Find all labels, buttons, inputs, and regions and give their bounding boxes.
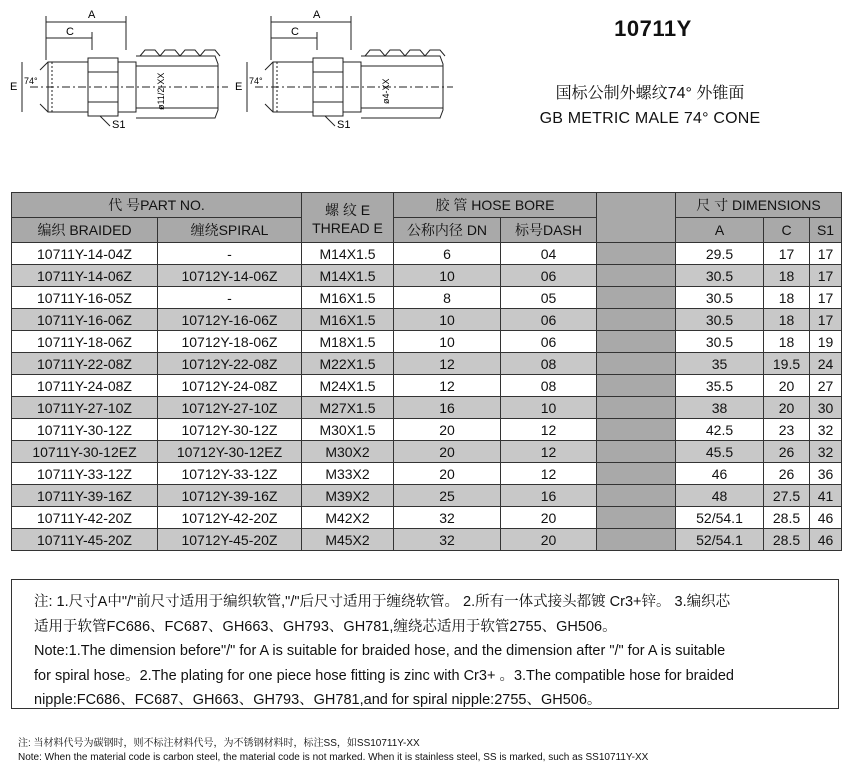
cell-a: 46: [676, 463, 764, 485]
cell-thread: M16X1.5: [302, 309, 394, 331]
cell-braided: 10711Y-42-20Z: [12, 507, 158, 529]
cell-dash: 04: [501, 243, 597, 265]
table-body: [12, 243, 842, 551]
cell-s1: 30: [810, 397, 842, 419]
cell-dash: 06: [501, 309, 597, 331]
cell-dn: 12: [394, 353, 501, 375]
drawing-label-a: A: [313, 9, 321, 21]
cell-braided: 10711Y-30-12EZ: [12, 441, 158, 463]
cell-dn: 10: [394, 309, 501, 331]
cell-s1: 32: [810, 441, 842, 463]
fitting-drawing-right: [225, 0, 460, 135]
drawing-label-c: C: [66, 26, 74, 38]
cell-c: 17: [764, 243, 810, 265]
cell-a: 35.5: [676, 375, 764, 397]
row-spacer: [597, 375, 676, 397]
cell-a: 48: [676, 485, 764, 507]
row-spacer: [597, 243, 676, 265]
cell-braided: 10711Y-18-06Z: [12, 331, 158, 353]
cell-thread: M27X1.5: [302, 397, 394, 419]
header-dn: 公称内径 DN: [394, 218, 501, 243]
row-spacer: [597, 529, 676, 551]
subtitle-chinese: 国标公制外螺纹74° 外锥面: [555, 85, 745, 102]
cell-thread: M24X1.5: [302, 375, 394, 397]
row-spacer: [597, 419, 676, 441]
cell-a: 52/54.1: [676, 507, 764, 529]
cell-dn: 8: [394, 287, 501, 309]
cell-spiral: -: [158, 243, 302, 265]
cell-dn: 20: [394, 441, 501, 463]
cell-c: 28.5: [764, 507, 810, 529]
cell-dash: 12: [501, 419, 597, 441]
header-thread: [302, 193, 394, 243]
table-row: [12, 485, 842, 507]
header-dash: 标号DASH: [501, 218, 597, 243]
cell-dn: 20: [394, 419, 501, 441]
cell-thread: M14X1.5: [302, 243, 394, 265]
cell-braided: 10711Y-30-12Z: [12, 419, 158, 441]
note-line: nipple:FC686、FC687、GH663、GH793、GH781,and for spiral nipple:2755、GH506。: [34, 692, 602, 708]
note-line: for spiral hose。2.The plating for one piece hose fitting is zinc with Cr3+ 。3.The compatible hose for braided: [34, 667, 734, 684]
header-hose-bore: 胶 管 HOSE BORE: [394, 193, 597, 218]
fitting-drawing-left: [0, 0, 235, 135]
table-row: [12, 529, 842, 551]
cell-s1: 32: [810, 419, 842, 441]
cell-s1: 17: [810, 265, 842, 287]
header-part-no: 代 号PART NO.: [12, 193, 302, 218]
cell-s1: 27: [810, 375, 842, 397]
cell-c: 18: [764, 331, 810, 353]
header-dimensions: 尺 寸 DIMENSIONS: [676, 193, 842, 218]
cell-thread: M14X1.5: [302, 265, 394, 287]
row-spacer: [597, 507, 676, 529]
cell-c: 19.5: [764, 353, 810, 375]
cell-dash: 12: [501, 441, 597, 463]
cell-a: 38: [676, 397, 764, 419]
cell-thread: M18X1.5: [302, 331, 394, 353]
cell-spiral: 10712Y-16-06Z: [158, 309, 302, 331]
cell-a: 30.5: [676, 265, 764, 287]
cell-dash: 08: [501, 375, 597, 397]
row-spacer: [597, 353, 676, 375]
row-spacer: [597, 463, 676, 485]
row-spacer: [597, 287, 676, 309]
spec-table: [11, 192, 842, 551]
table-row: [12, 441, 842, 463]
cell-dash: 20: [501, 529, 597, 551]
header-thread-cn: 螺 纹 E: [324, 201, 371, 218]
cell-c: 27.5: [764, 485, 810, 507]
table-row: [12, 265, 842, 287]
cell-braided: 10711Y-27-10Z: [12, 397, 158, 419]
cell-s1: 17: [810, 309, 842, 331]
table-row: [12, 353, 842, 375]
header-dim-s1: S1: [810, 218, 842, 243]
cell-dn: 20: [394, 463, 501, 485]
cell-thread: M16X1.5: [302, 287, 394, 309]
cell-braided: 10711Y-14-04Z: [12, 243, 158, 265]
cell-spiral: 10712Y-45-20Z: [158, 529, 302, 551]
table-row: [12, 331, 842, 353]
cell-s1: 46: [810, 507, 842, 529]
row-spacer: [597, 441, 676, 463]
cell-spiral: 10712Y-42-20Z: [158, 507, 302, 529]
cell-dn: 32: [394, 529, 501, 551]
table-row: [12, 507, 842, 529]
cell-dn: 10: [394, 331, 501, 353]
cell-c: 20: [764, 375, 810, 397]
cell-s1: 19: [810, 331, 842, 353]
table-row: [12, 309, 842, 331]
cell-dn: 12: [394, 375, 501, 397]
cell-braided: 10711Y-24-08Z: [12, 375, 158, 397]
cell-dash: 10: [501, 397, 597, 419]
header-braided: 编织 BRAIDED: [12, 218, 158, 243]
drawing-label-angle: 74°: [24, 76, 38, 86]
cell-thread: M30X1.5: [302, 419, 394, 441]
note-line: 注: 1.尺寸A中"/"前尺寸适用于编织软管,"/"后尺寸适用于缠绕软管。 2.所有一体式接头都镀 Cr3+锌。 3.编织芯: [34, 594, 731, 610]
cell-dash: 12: [501, 463, 597, 485]
cell-s1: 46: [810, 529, 842, 551]
cell-c: 20: [764, 397, 810, 419]
cell-spiral: 10712Y-22-08Z: [158, 353, 302, 375]
cell-dash: 06: [501, 331, 597, 353]
row-spacer: [597, 265, 676, 287]
cell-dash: 08: [501, 353, 597, 375]
cell-spiral: 10712Y-33-12Z: [158, 463, 302, 485]
cell-braided: 10711Y-33-12Z: [12, 463, 158, 485]
cell-spiral: 10712Y-14-06Z: [158, 265, 302, 287]
cell-dn: 25: [394, 485, 501, 507]
row-spacer: [597, 397, 676, 419]
subtitle-english: GB METRIC MALE 74° CONE: [539, 110, 761, 127]
cell-s1: 17: [810, 243, 842, 265]
cell-c: 28.5: [764, 529, 810, 551]
cell-thread: M45X2: [302, 529, 394, 551]
drawing-label-a: A: [88, 9, 96, 21]
cell-s1: 41: [810, 485, 842, 507]
table-row: [12, 375, 842, 397]
cell-a: 42.5: [676, 419, 764, 441]
cell-dn: 6: [394, 243, 501, 265]
cell-a: 30.5: [676, 331, 764, 353]
cell-c: 26: [764, 441, 810, 463]
cell-braided: 10711Y-16-06Z: [12, 309, 158, 331]
header-spacer: [597, 193, 676, 243]
cell-c: 18: [764, 265, 810, 287]
notes-box: [11, 579, 839, 709]
cell-thread: M22X1.5: [302, 353, 394, 375]
cell-thread: M42X2: [302, 507, 394, 529]
drawing-label-c: C: [291, 26, 299, 38]
drawing-label-s1: S1: [337, 119, 351, 131]
drawing-label-e: E: [10, 81, 18, 93]
cell-s1: 17: [810, 287, 842, 309]
cell-braided: 10711Y-45-20Z: [12, 529, 158, 551]
drawing-label-e: E: [235, 81, 243, 93]
header-thread-en: THREAD E: [312, 219, 383, 236]
cell-c: 26: [764, 463, 810, 485]
table-row: [12, 463, 842, 485]
cell-thread: M39X2: [302, 485, 394, 507]
cell-spiral: -: [158, 287, 302, 309]
drawing-label-bore: ø11/2-XX: [156, 72, 166, 110]
cell-s1: 36: [810, 463, 842, 485]
cell-spiral: 10712Y-24-08Z: [158, 375, 302, 397]
cell-braided: 10711Y-22-08Z: [12, 353, 158, 375]
cell-thread: M33X2: [302, 463, 394, 485]
drawing-label-angle: 74°: [249, 76, 263, 86]
cell-c: 23: [764, 419, 810, 441]
cell-braided: 10711Y-16-05Z: [12, 287, 158, 309]
cell-dn: 32: [394, 507, 501, 529]
note-line: 适用于软管FC686、FC687、GH663、GH793、GH781,缠绕芯适用于软管2755、GH506。: [34, 618, 617, 635]
cell-spiral: 10712Y-39-16Z: [158, 485, 302, 507]
cell-c: 18: [764, 287, 810, 309]
product-title: 10711Y: [614, 16, 692, 41]
cell-spiral: 10712Y-30-12Z: [158, 419, 302, 441]
cell-braided: 10711Y-39-16Z: [12, 485, 158, 507]
cell-s1: 24: [810, 353, 842, 375]
cell-spiral: 10712Y-30-12EZ: [158, 441, 302, 463]
cell-dash: 16: [501, 485, 597, 507]
cell-a: 52/54.1: [676, 529, 764, 551]
row-spacer: [597, 309, 676, 331]
footer-note-cn: 注: 当材料代号为碳钢时，则不标注材料代号，为不锈钢材料时，标注SS，如SS10711Y-XX: [18, 738, 420, 749]
cell-thread: M30X2: [302, 441, 394, 463]
cell-spiral: 10712Y-27-10Z: [158, 397, 302, 419]
header-dim-c: C: [764, 218, 810, 243]
table-row: [12, 243, 842, 265]
note-line: Note:1.The dimension before"/" for A is suitable for braided hose, and the dimension after "/" for A is suitable: [34, 643, 726, 659]
cell-dash: 06: [501, 265, 597, 287]
footer-note-en: Note: When the material code is carbon steel, the material code is not marked. When it is stainless steel, SS is marked, such as SS10711Y-XX: [18, 752, 649, 763]
drawing-label-bore: ø4-XX: [381, 78, 391, 104]
table-row: [12, 397, 842, 419]
cell-a: 30.5: [676, 309, 764, 331]
header-spiral: 缠绕SPIRAL: [158, 218, 302, 243]
footer-note: [18, 737, 648, 765]
table-row: [12, 287, 842, 309]
cell-spiral: 10712Y-18-06Z: [158, 331, 302, 353]
cell-a: 29.5: [676, 243, 764, 265]
drawing-label-s1: S1: [112, 119, 126, 131]
cell-dn: 16: [394, 397, 501, 419]
row-spacer: [597, 331, 676, 353]
cell-dn: 10: [394, 265, 501, 287]
cell-dash: 05: [501, 287, 597, 309]
row-spacer: [597, 485, 676, 507]
header-dim-a: A: [676, 218, 764, 243]
cell-a: 45.5: [676, 441, 764, 463]
cell-braided: 10711Y-14-06Z: [12, 265, 158, 287]
cell-a: 35: [676, 353, 764, 375]
cell-c: 18: [764, 309, 810, 331]
table-row: [12, 419, 842, 441]
cell-a: 30.5: [676, 287, 764, 309]
cell-dash: 20: [501, 507, 597, 529]
